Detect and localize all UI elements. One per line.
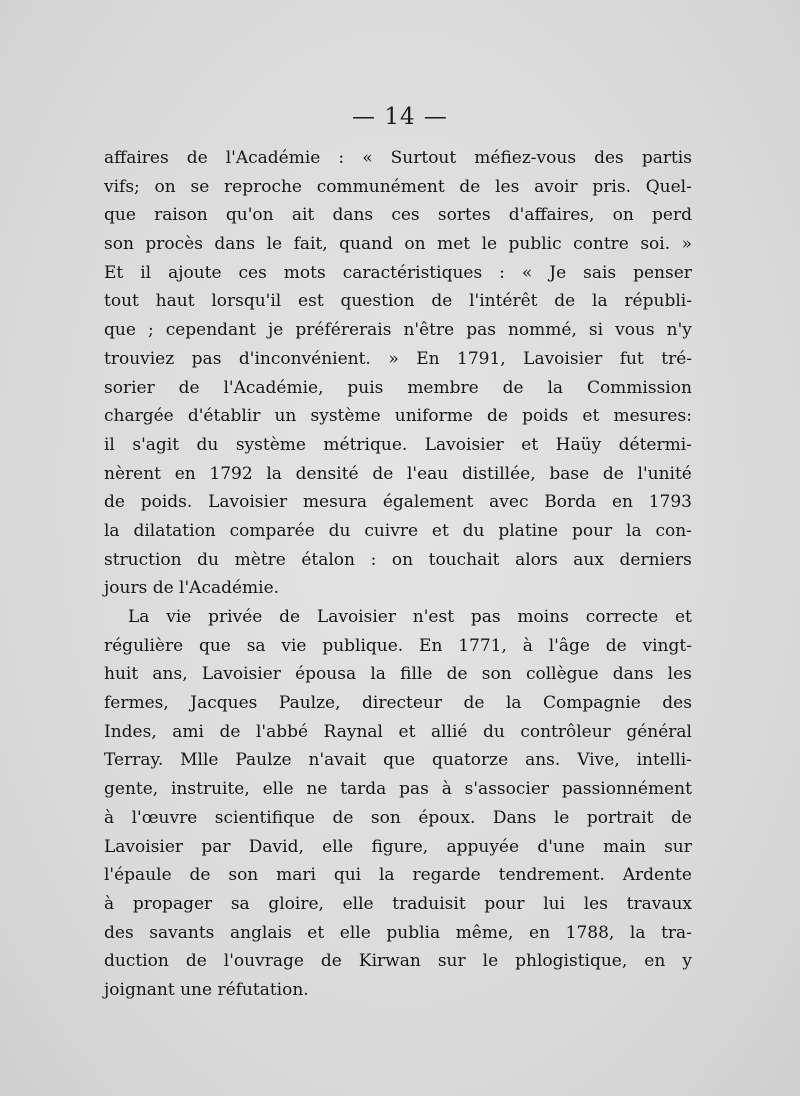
text-line: que raison qu'on ait dans ces sortes d'affaires, on perd xyxy=(104,205,692,226)
text-line: à l'œuvre scientifique de son époux. Dans le portrait de xyxy=(104,807,692,828)
text-line: chargée d'établir un système uniforme de poids et mesures: xyxy=(104,406,692,427)
text-line: à propager sa gloire, elle traduisit pour lui les travaux xyxy=(104,893,692,914)
text-line: trouviez pas d'inconvénient. » En 1791, Lavoisier fut tré- xyxy=(104,348,692,369)
text-line: il s'agit du système métrique. Lavoisier et Haüy détermi- xyxy=(104,434,692,455)
text-line: Indes, ami de l'abbé Raynal et allié du contrôleur général xyxy=(104,721,692,742)
text-line: l'épaule de son mari qui la regarde tendrement. Ardente xyxy=(104,865,692,886)
text-line: struction du mètre étalon : on touchait alors aux derniers xyxy=(104,549,692,570)
text-line: que ; cependant je préférerais n'être pas nommé, si vous n'y xyxy=(104,320,692,341)
text-line: la dilatation comparée du cuivre et du platine pour la con- xyxy=(104,520,692,541)
text-line: sorier de l'Académie, puis membre de la Commission xyxy=(104,377,692,398)
text-line: vifs; on se reproche communément de les avoir pris. Quel- xyxy=(104,176,692,197)
text-line: tout haut lorsqu'il est question de l'intérêt de la républi- xyxy=(104,291,692,312)
text-line: Et il ajoute ces mots caractéristiques : « Je sais penser xyxy=(104,262,692,283)
text-line: Terray. Mlle Paulze n'avait que quatorze ans. Vive, intelli- xyxy=(104,750,692,771)
text-line: huit ans, Lavoisier épousa la fille de son collègue dans les xyxy=(104,664,692,685)
text-line: régulière que sa vie publique. En 1771, à l'âge de vingt- xyxy=(104,635,692,656)
text-line: de poids. Lavoisier mesura également avec Borda en 1793 xyxy=(104,492,692,513)
text-line: affaires de l'Académie : « Surtout méfiez-vous des partis xyxy=(104,148,692,168)
text-line: son procès dans le fait, quand on met le public contre soi. » xyxy=(104,234,692,255)
paragraph-end-line: jours de l'Académie. xyxy=(104,578,280,599)
text-line: fermes, Jacques Paulze, directeur de la Compagnie des xyxy=(104,693,692,714)
paragraph-start-line: La vie privée de Lavoisier n'est pas moins correcte et xyxy=(128,607,692,627)
body-text xyxy=(104,144,692,1005)
page-number: — 14 — xyxy=(352,104,448,130)
paragraph-end-line: joignant une réfutation. xyxy=(104,979,309,1000)
text-line: nèrent en 1792 la densité de l'eau distillée, base de l'unité xyxy=(104,463,692,484)
text-line: Lavoisier par David, elle figure, appuyée d'une main sur xyxy=(104,836,692,857)
text-line: gente, instruite, elle ne tarda pas à s'associer passionnément xyxy=(104,779,692,800)
text-line: des savants anglais et elle publia même, en 1788, la tra- xyxy=(104,922,692,943)
text-line: duction de l'ouvrage de Kirwan sur le phlogistique, en y xyxy=(104,951,692,972)
